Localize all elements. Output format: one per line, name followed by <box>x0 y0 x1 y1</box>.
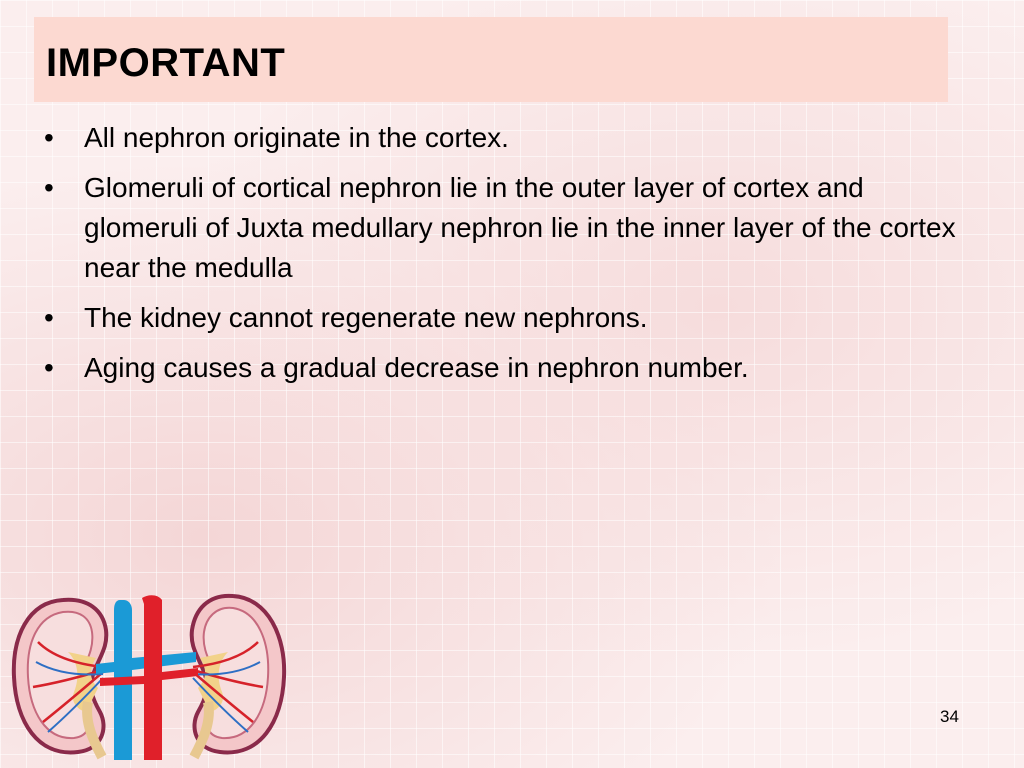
bullet-marker: • <box>44 172 54 203</box>
slide-title: IMPORTANT <box>46 41 286 85</box>
bullet-item <box>40 168 980 288</box>
bullet-marker: • <box>44 352 54 383</box>
bullet-item <box>40 348 980 388</box>
kidney-illustration <box>8 592 288 762</box>
bullet-text: Aging causes a gradual decrease in nephron number. <box>84 352 749 383</box>
bullet-item <box>40 118 980 158</box>
bullet-item <box>40 298 980 338</box>
bullet-text: All nephron originate in the cortex. <box>84 122 509 153</box>
right-kidney-icon <box>192 596 284 757</box>
bullet-marker: • <box>44 122 54 153</box>
left-kidney-icon <box>14 600 106 757</box>
bullet-marker: • <box>44 302 54 333</box>
bullet-text: The kidney cannot regenerate new nephrons. <box>84 302 648 333</box>
bullet-text: Glomeruli of cortical nephron lie in the outer layer of cortex and glomeruli of Juxta medullary nephron lie in the inner layer of the cortex near the medulla <box>84 172 956 283</box>
bullet-list <box>40 118 980 398</box>
page-number: 34 <box>940 707 959 726</box>
title-band <box>34 17 948 102</box>
